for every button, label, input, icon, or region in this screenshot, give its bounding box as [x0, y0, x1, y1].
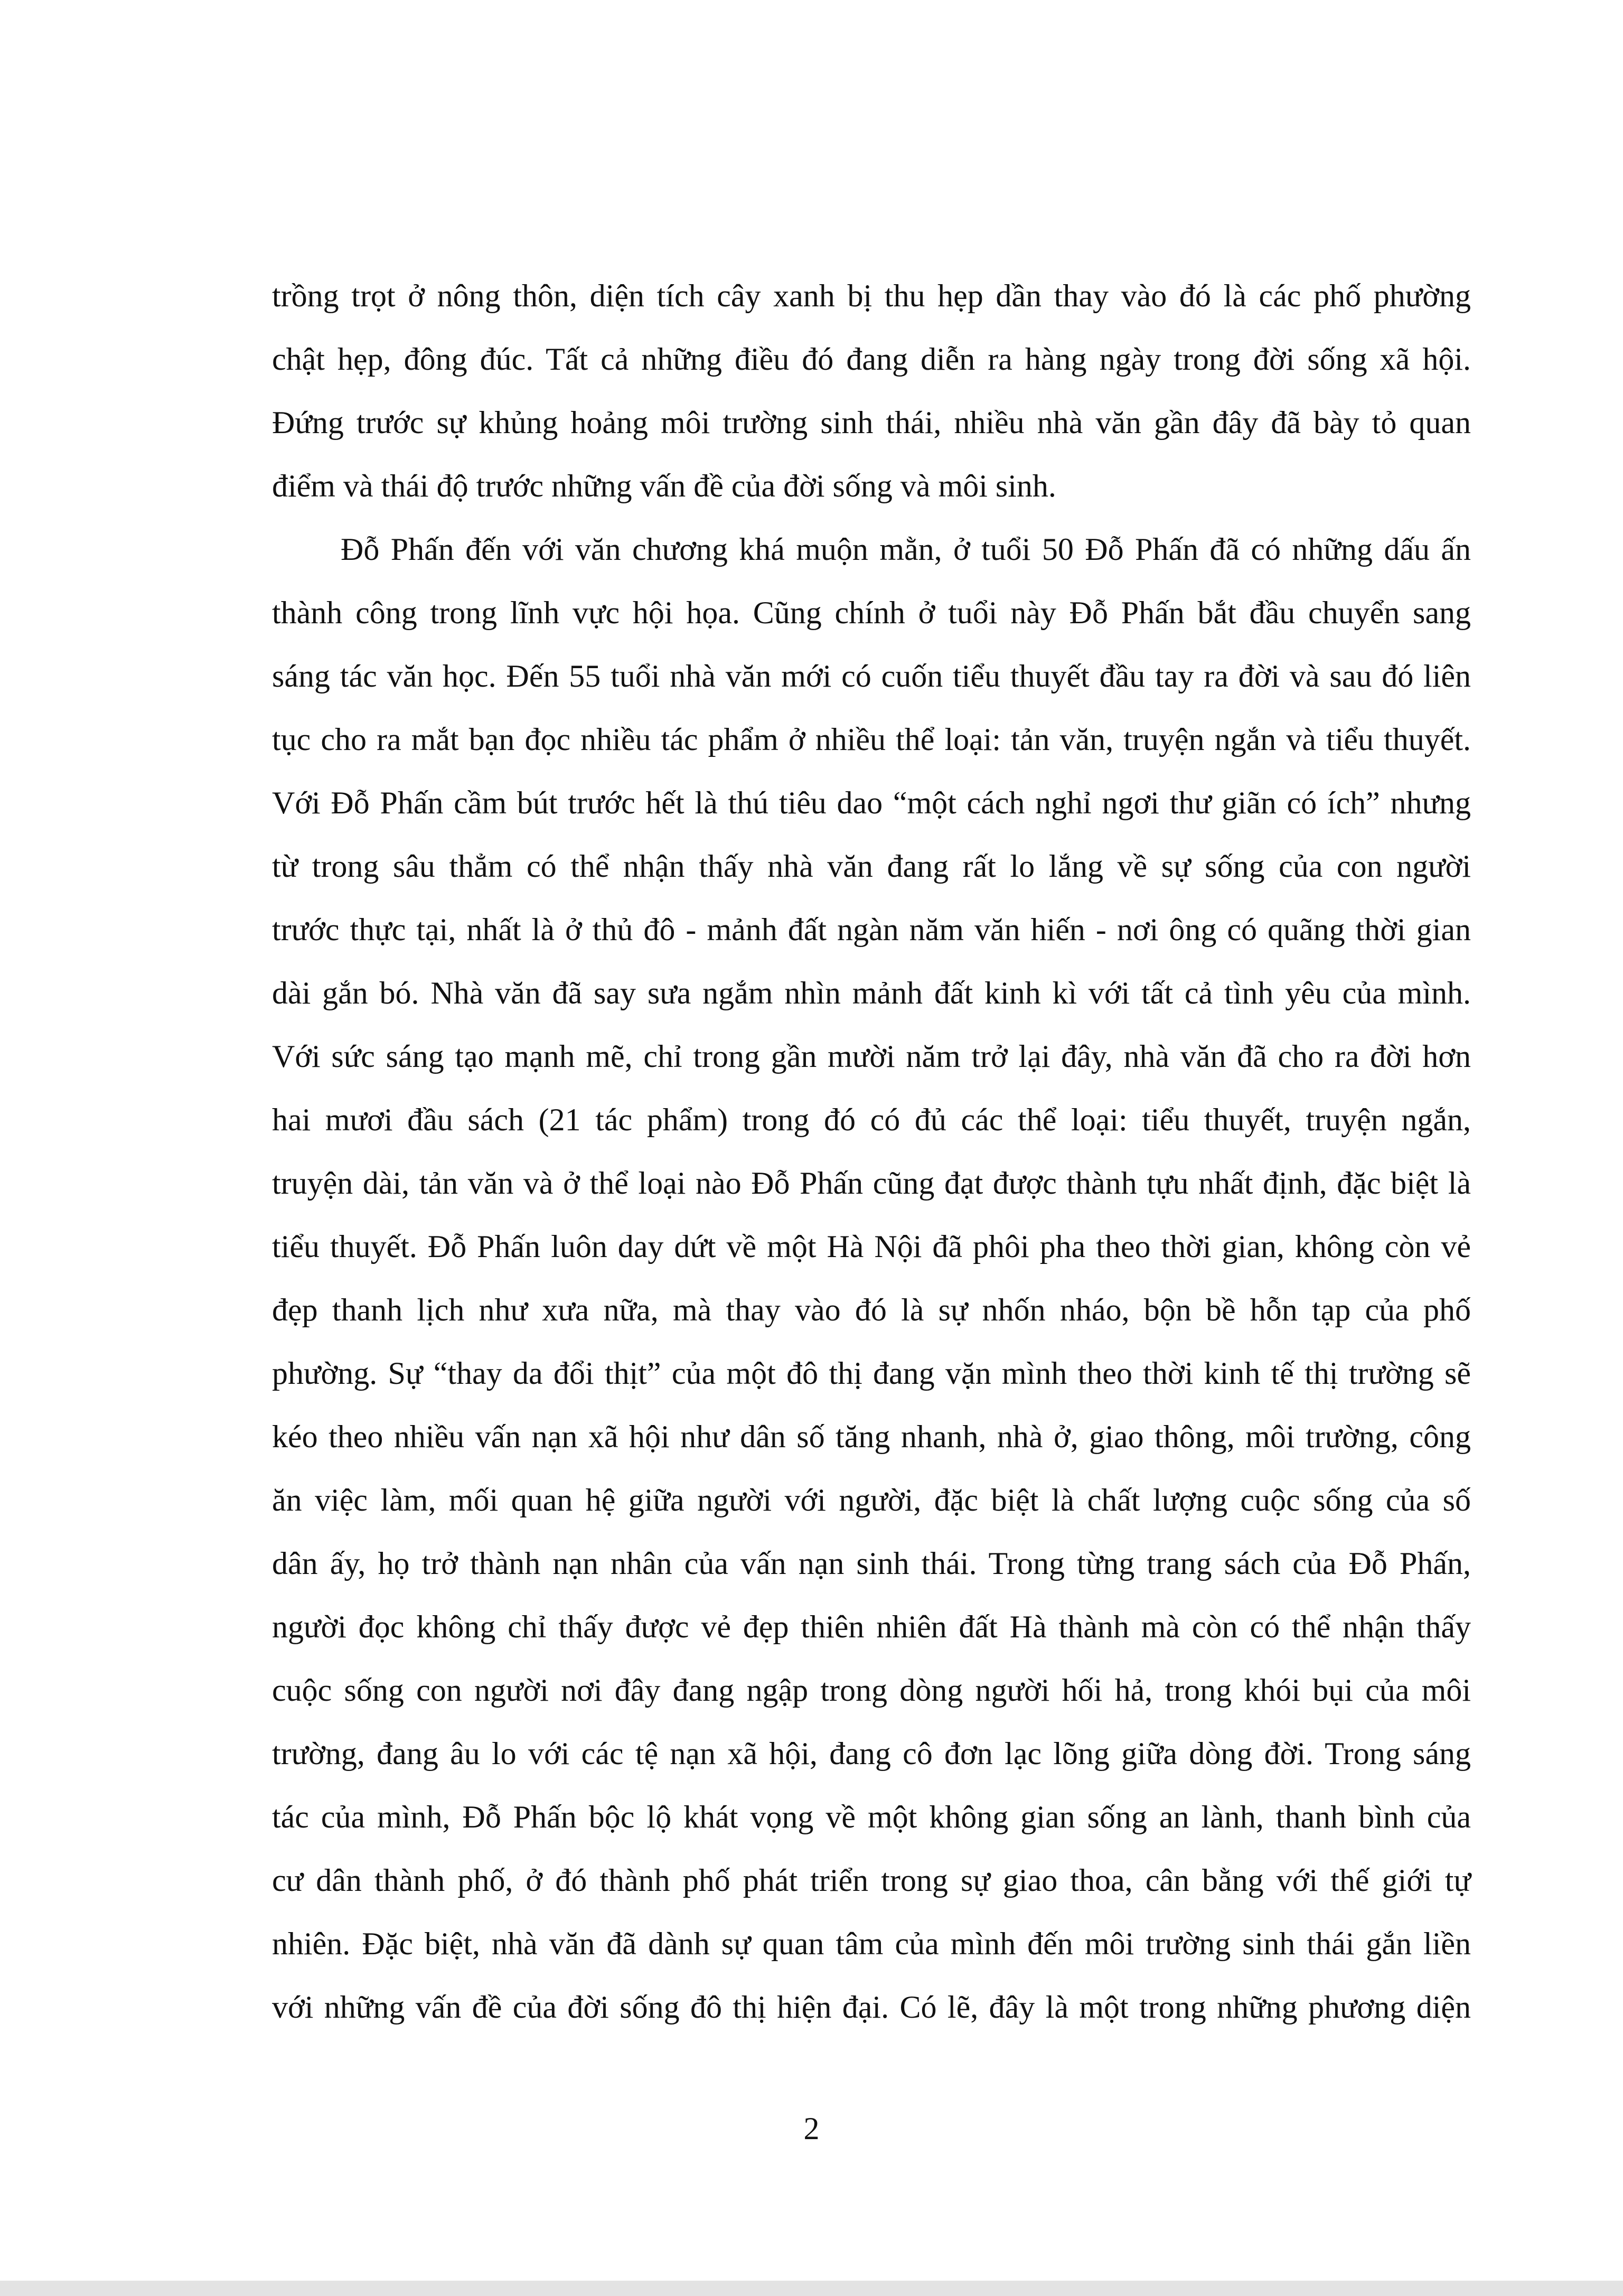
text-line: hai mươi đầu sách (21 tác phẩm) trong đó có đủ các thể loại: tiểu thuyết, truyện ngắn, — [272, 1102, 1471, 1137]
text-line: nhiên. Đặc biệt, nhà văn đã dành sự quan tâm của mình đến môi trường sinh thái gắn liền — [272, 1926, 1471, 1961]
text-line: từ trong sâu thẳm có thể nhận thấy nhà văn đang rất lo lắng về sự sống của con người — [272, 849, 1471, 884]
text-line: dân ấy, họ trở thành nạn nhân của vấn nạn sinh thái. Trong từng trang sách của Đỗ Phấn, — [272, 1546, 1471, 1581]
text-line: thành công trong lĩnh vực hội họa. Cũng chính ở tuổi này Đỗ Phấn bắt đầu chuyển sang — [272, 595, 1471, 630]
text-line: với những vấn đề của đời sống đô thị hiện đại. Có lẽ, đây là một trong những phương diện — [272, 1990, 1471, 2025]
text-line: dài gắn bó. Nhà văn đã say sưa ngắm nhìn mảnh đất kinh kì với tất cả tình yêu của mình. — [272, 976, 1471, 1010]
text-line: cư dân thành phố, ở đó thành phố phát triển trong sự giao thoa, cân bằng với thế giới tự — [272, 1863, 1471, 1898]
text-line: tác của mình, Đỗ Phấn bộc lộ khát vọng về một không gian sống an lành, thanh bình của — [272, 1800, 1471, 1834]
text-line: chật hẹp, đông đúc. Tất cả những điều đó đang diễn ra hàng ngày trong đời sống xã hội. — [272, 342, 1471, 377]
text-line: tục cho ra mắt bạn đọc nhiều tác phẩm ở nhiều thể loại: tản văn, truyện ngắn và tiểu thuyết. — [272, 722, 1471, 757]
text-line: trồng trọt ở nông thôn, diện tích cây xanh bị thu hẹp dần thay vào đó là các phố phường — [272, 278, 1471, 313]
text-line: Đỗ Phấn đến với văn chương khá muộn mằn, ở tuổi 50 Đỗ Phấn đã có những dấu ấn — [341, 532, 1471, 567]
text-line: tiểu thuyết. Đỗ Phấn luôn day dứt về một Hà Nội đã phôi pha theo thời gian, không còn vẻ — [272, 1229, 1471, 1264]
body-text — [272, 264, 1471, 2039]
text-line: truyện dài, tản văn và ở thể loại nào Đỗ Phấn cũng đạt được thành tựu nhất định, đặc biệt là — [272, 1166, 1471, 1201]
text-line: trước thực tại, nhất là ở thủ đô - mảnh đất ngàn năm văn hiến - nơi ông có quãng thời gian — [272, 912, 1471, 947]
page-number: 2 — [803, 2111, 820, 2146]
text-line: sáng tác văn học. Đến 55 tuổi nhà văn mới có cuốn tiểu thuyết đầu tay ra đời và sau đó liên — [272, 659, 1471, 694]
text-line: đẹp thanh lịch như xưa nữa, mà thay vào đó là sự nhốn nháo, bộn bề hỗn tạp của phố — [272, 1292, 1471, 1327]
text-line: Đứng trước sự khủng hoảng môi trường sinh thái, nhiều nhà văn gần đây đã bày tỏ quan — [272, 405, 1471, 440]
text-line: người đọc không chỉ thấy được vẻ đẹp thiên nhiên đất Hà thành mà còn có thể nhận thấy — [272, 1609, 1471, 1644]
text-line: trường, đang âu lo với các tệ nạn xã hội, đang cô đơn lạc lõng giữa dòng đời. Trong sáng — [272, 1736, 1471, 1771]
text-line: ăn việc làm, mối quan hệ giữa người với người, đặc biệt là chất lượng cuộc sống của số — [272, 1483, 1471, 1517]
text-line: kéo theo nhiều vấn nạn xã hội như dân số tăng nhanh, nhà ở, giao thông, môi trường, công — [272, 1419, 1471, 1454]
text-line: Với sức sáng tạo mạnh mẽ, chỉ trong gần mười năm trở lại đây, nhà văn đã cho ra đời hơn — [272, 1039, 1471, 1074]
page-bottom-edge — [0, 2281, 1623, 2296]
text-line: cuộc sống con người nơi đây đang ngập trong dòng người hối hả, trong khói bụi của môi — [272, 1673, 1471, 1708]
text-line: điểm và thái độ trước những vấn đề của đời sống và môi sinh. — [272, 468, 1056, 503]
text-line: phường. Sự “thay da đổi thịt” của một đô thị đang vặn mình theo thời kinh tế thị trường sẽ — [272, 1356, 1471, 1391]
text-line: Với Đỗ Phấn cầm bút trước hết là thú tiêu dao “một cách nghỉ ngơi thư giãn có ích” nhưng — [272, 785, 1471, 820]
